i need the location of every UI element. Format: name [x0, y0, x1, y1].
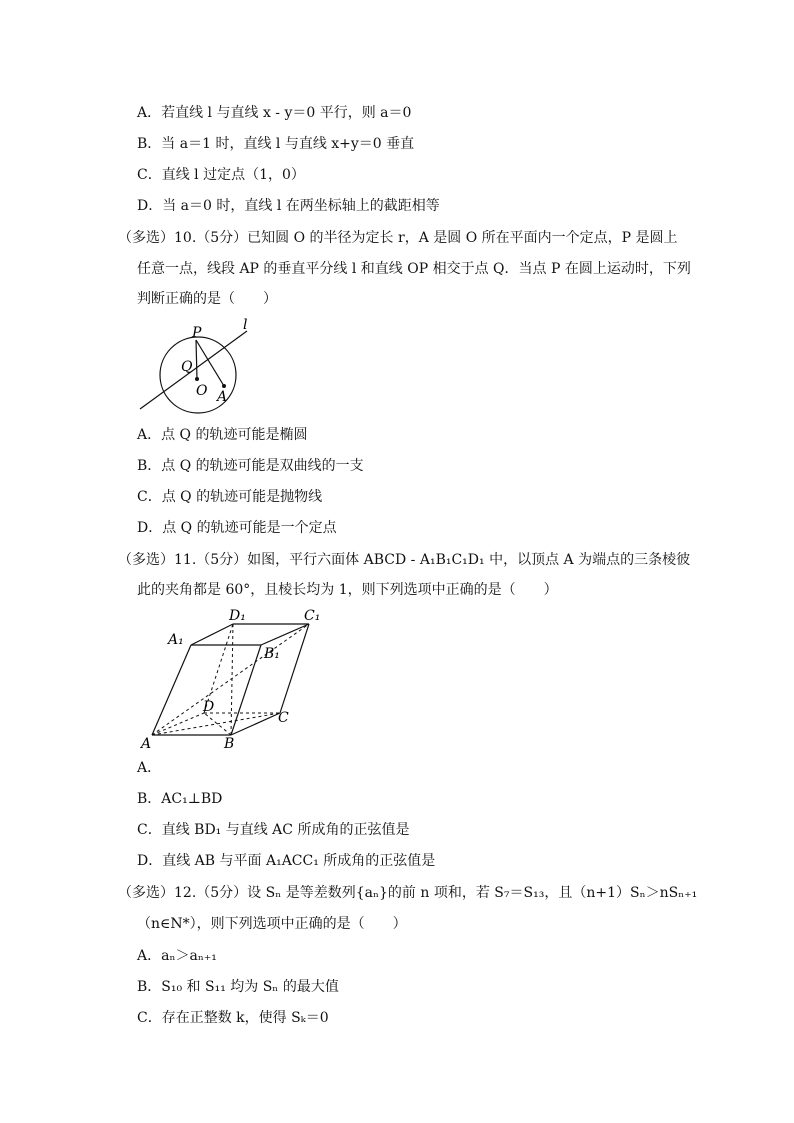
q9-option-b: B．当 a＝1 时，直线 l 与直线 x+y＝0 垂直 — [137, 136, 415, 152]
q12-option-b: B．S₁₀ 和 S₁₁ 均为 Sₙ 的最大值 — [137, 979, 339, 995]
q12-option-c: C．存在正整数 k，使得 Sₖ＝0 — [137, 1010, 329, 1026]
label-b1: B₁ — [264, 646, 280, 662]
edge-a-a1 — [152, 645, 191, 735]
edge-b-c — [231, 713, 280, 735]
label-c: C — [278, 710, 289, 726]
diagonal-a-c — [152, 713, 280, 735]
label-l: l — [243, 318, 248, 333]
label-c1: C₁ — [304, 608, 321, 624]
q10-stem-line1: （多选）10.（5分）已知圆 O 的半径为定长 r，A 是圆 O 所在平面内一个定点，P 是圆上 — [118, 230, 678, 246]
label-d: D — [203, 699, 215, 715]
label-q: Q — [181, 359, 193, 375]
label-a: A — [217, 389, 228, 405]
q11-option-b: B．AC₁⊥BD — [137, 791, 223, 807]
label-o: O — [196, 383, 208, 399]
q11-parallelepiped-figure — [135, 604, 335, 754]
label-a1: A₁ — [168, 632, 184, 648]
q11-option-c: C．直线 BD₁ 与直线 AC 所成角的正弦值是 — [137, 822, 410, 838]
q12-option-a: A．aₙ＞aₙ₊₁ — [137, 948, 217, 964]
point-o — [195, 377, 199, 381]
point-a — [222, 384, 226, 388]
q10-option-c: C．点 Q 的轨迹可能是抛物线 — [137, 489, 323, 505]
q11-stem-line1: （多选）11.（5分）如图，平行六面体 ABCD - A₁B₁C₁D₁ 中，以顶点 A 为端点的三条棱彼 — [118, 552, 691, 568]
label-p: P — [192, 325, 202, 341]
q10-stem-line3: 判断正确的是（ ） — [137, 291, 277, 307]
q12-stem-line1: （多选）12.（5分）设 Sₙ 是等差数列{aₙ}的前 n 项和，若 S₇＝S₁₃，且（n+1）Sₙ＞nSₙ₊₁ — [118, 885, 698, 901]
q10-option-d: D．点 Q 的轨迹可能是一个定点 — [137, 520, 337, 536]
edge-c-c1 — [280, 624, 309, 713]
label-a: A — [141, 736, 152, 752]
segment-pa — [196, 340, 224, 386]
edge-b1-c1 — [261, 624, 309, 645]
q11-stem-line2: 此的夹角都是 60°，且棱长均为 1，则下列选项中正确的是（ ） — [137, 582, 558, 598]
q10-option-a: A．点 Q 的轨迹可能是椭圆 — [137, 427, 308, 443]
q9-option-c: C．直线 l 过定点（1，0） — [137, 167, 305, 183]
segment-op — [196, 340, 197, 379]
q11-option-d: D．直线 AB 与平面 A₁ACC₁ 所成角的正弦值是 — [137, 853, 436, 869]
q10-option-b: B．点 Q 的轨迹可能是双曲线的一支 — [137, 458, 364, 474]
line-l — [140, 331, 247, 409]
q9-option-d: D．当 a＝0 时，直线 l 在两坐标轴上的截距相等 — [137, 198, 440, 214]
q9-option-a: A．若直线 l 与直线 x - y＝0 平行，则 a＝0 — [137, 105, 412, 121]
q11-option-a: A． — [137, 760, 162, 776]
q12-stem-line2: （n∈N*），则下列选项中正确的是（ ） — [137, 916, 407, 932]
edge-b-b1 — [231, 645, 261, 735]
q10-circle-figure — [135, 318, 265, 418]
label-d1: D₁ — [229, 608, 246, 624]
label-b: B — [224, 736, 235, 752]
q10-stem-line2: 任意一点，线段 AP 的垂直平分线 l 和直线 OP 相交于点 Q．当点 P 在圆上运动时，下列 — [137, 261, 691, 277]
